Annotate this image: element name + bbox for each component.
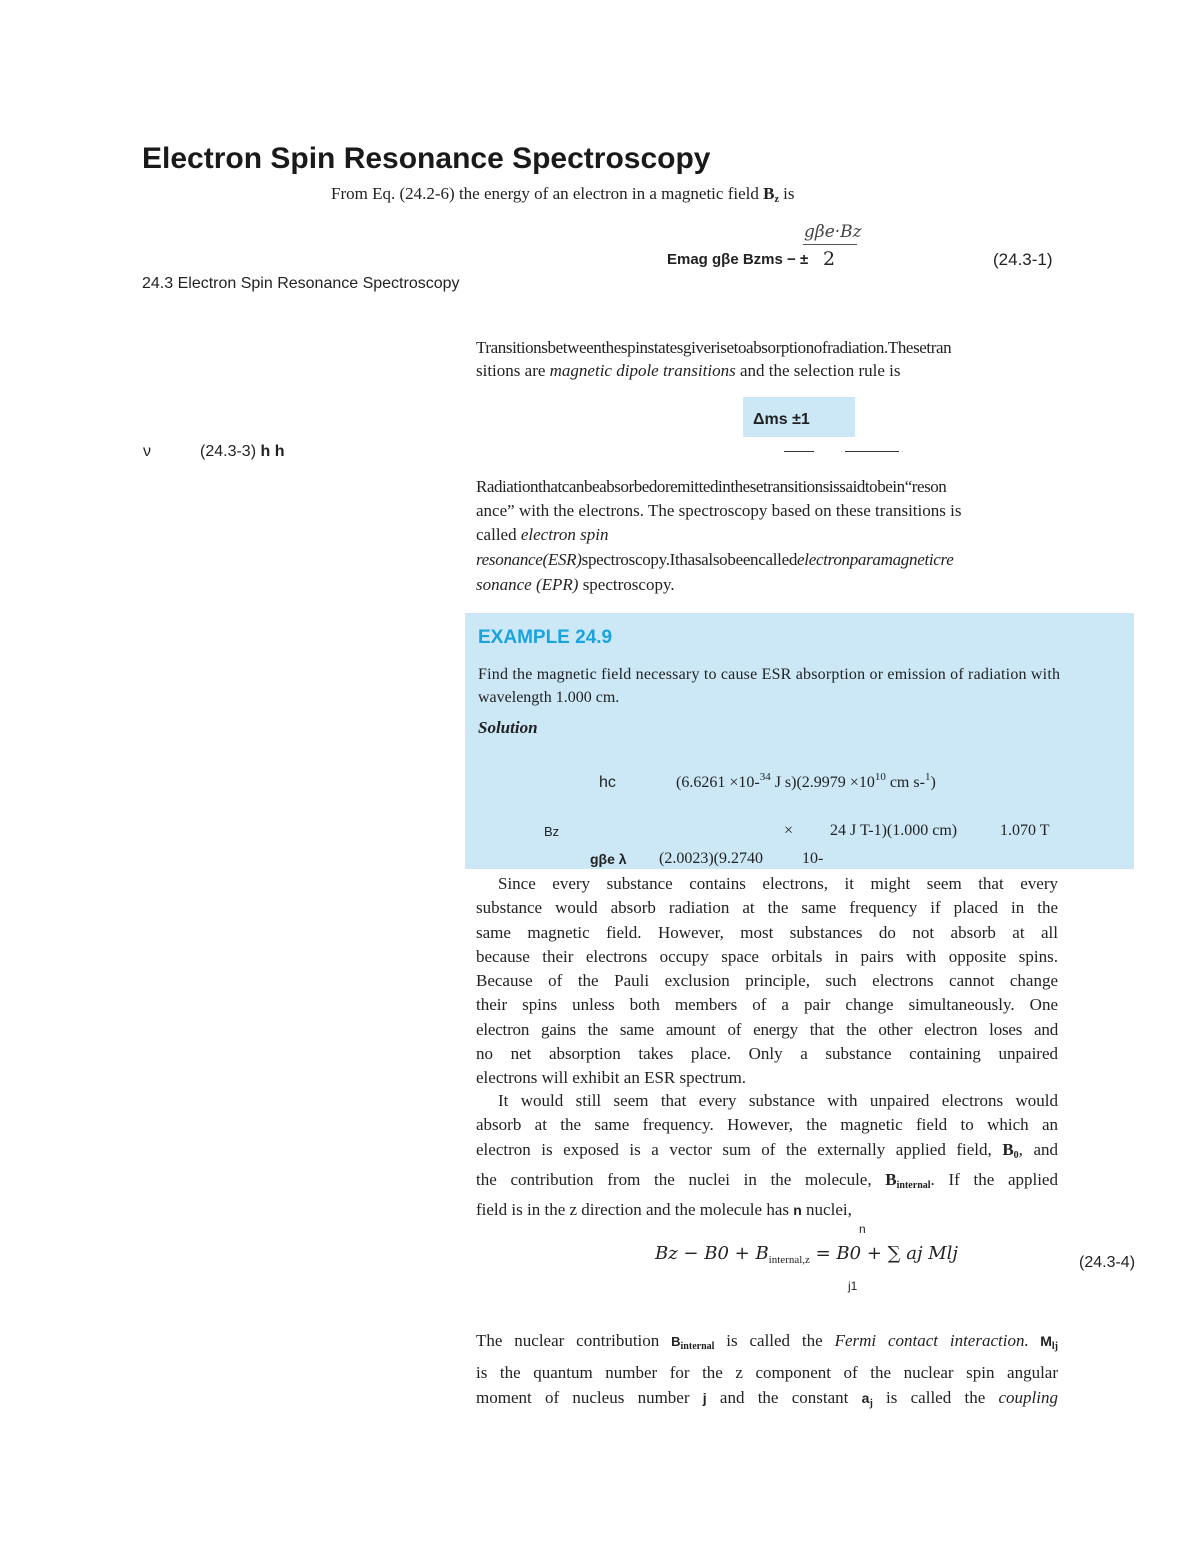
- intro-field-symbol: B: [763, 184, 775, 203]
- nuclear-line-1: [476, 1328, 1058, 1360]
- eq1-lhs: [667, 251, 808, 268]
- eq4-lower: j1: [848, 1279, 858, 1293]
- eq4-upper: n: [859, 1222, 866, 1236]
- nuclear-line3-a-sub: j: [869, 1398, 873, 1409]
- nuclear-line-3: [476, 1385, 1058, 1417]
- eq1-pm: − ±: [782, 251, 809, 268]
- running-head: 24.3 Electron Spin Resonance Spectroscopy: [142, 275, 460, 292]
- nuclear-line3-a: a: [861, 1390, 870, 1406]
- transitions-line-1: Transitionsbetweenthespinstatesgiverisetoabsorptionofradiation.Thesetran: [476, 338, 952, 357]
- nuclear-line3-start: moment of nucleus number: [476, 1388, 703, 1407]
- since-line-4: because their electrons occupy space orbitals in pairs with opposite spins.: [476, 946, 1058, 966]
- rule-left: [784, 451, 814, 452]
- resonance-line-2: ance” with the electrons. The spectroscopy based on these transitions is: [476, 501, 962, 520]
- example-den-expr: (2.0023)(9.2740: [659, 850, 763, 867]
- intro-text: [331, 184, 795, 205]
- since-line-5: Because of the Pauli exclusion principle, such electrons cannot change: [476, 971, 1058, 991]
- still-line3-start: electron is exposed is a vector sum of the externally applied field,: [476, 1139, 1003, 1159]
- eq3-number-line: [200, 443, 284, 461]
- resonance-line4-rest: spectroscopy.Ithasalsobeencalled: [581, 550, 798, 569]
- example-bz: Bz: [544, 824, 560, 839]
- still-line3-sub: 0: [1013, 1149, 1019, 1161]
- still-line-3: [476, 1138, 1058, 1168]
- paragraph-since: [476, 872, 1058, 1091]
- still-line5-n: n: [793, 1202, 802, 1219]
- nuclear-line3-italic: coupling: [998, 1388, 1058, 1407]
- transitions-line2-end: and the selection rule is: [735, 361, 901, 380]
- eq1-number: (24.3-1): [993, 250, 1053, 269]
- nuclear-line1-bold: M: [1028, 1333, 1052, 1349]
- still-line4-end: . If the applied: [930, 1169, 1058, 1189]
- eq1-fraction-bar: [803, 244, 857, 245]
- eq4-expression: [655, 1243, 958, 1266]
- since-line-3: same magnetic field. However, most substances do not absorb at all: [476, 922, 1058, 942]
- resonance-line5-italic: sonance (EPR): [476, 575, 579, 594]
- example-solution-label: Solution: [478, 718, 538, 737]
- eq4-number: (24.3-4): [1079, 1254, 1136, 1271]
- rule-right: [845, 451, 899, 452]
- example-denominator-right: 24 J T-1)(1.000 cm): [830, 822, 958, 839]
- num-expr-1: (6.6261 ×10-: [676, 774, 760, 791]
- nuclear-line3-mid: and the constant: [706, 1388, 862, 1407]
- selection-rule: Δms ±1: [753, 411, 810, 428]
- still-line4-sub: internal: [896, 1179, 931, 1191]
- resonance-line-5: [476, 575, 675, 595]
- resonance-line-4: [476, 550, 953, 570]
- since-line-7: electron gains the same amount of energy that the other electron loses and: [476, 1019, 1058, 1039]
- still-line-1: It would still seem that every substance with unpaired electrons would: [498, 1091, 1058, 1110]
- since-line-2: substance would absorb radiation at the same frequency if placed in the: [476, 898, 1058, 918]
- resonance-line4-italic2: electronparamagneticre: [797, 550, 954, 569]
- example-numerator: [676, 771, 936, 792]
- example-den-exp: 10-: [802, 850, 824, 867]
- intro-tail: is: [778, 184, 795, 203]
- paragraph-nuclear: [476, 1328, 1058, 1417]
- eq1-denominator: 2: [823, 248, 836, 270]
- example-times: ×: [784, 822, 794, 839]
- num-expr-4: ): [930, 774, 936, 791]
- eq3-hh: h h: [260, 443, 285, 460]
- num-expr-2: J s)(2.9979 ×10: [770, 774, 875, 791]
- example-problem-line-2: wavelength 1.000 cm.: [478, 689, 620, 706]
- example-title: EXAMPLE 24.9: [478, 627, 613, 648]
- example-hc: hc: [599, 774, 616, 791]
- resonance-line-1: Radiationthatcanbeabsorbedoremittedinthesetransitionsissaidtobein“reson: [476, 477, 947, 496]
- example-problem-line-1: Find the magnetic field necessary to cause ESR absorption or emission of radiation with: [478, 666, 1061, 683]
- eq3-nu: ν: [143, 443, 151, 460]
- nuclear-line3-j: j: [702, 1390, 707, 1406]
- num-exp-3: 1: [924, 771, 931, 783]
- still-line4-b: B: [885, 1169, 897, 1189]
- intro-lead: From Eq. (24.2-6) the energy of an electron in a magnetic field: [331, 184, 764, 203]
- since-line-1: Since every substance contains electrons, it might seem that every: [498, 874, 1058, 893]
- eq4-expr-right: = B0 + ∑ aj Mlj: [809, 1243, 959, 1264]
- num-exp-1: 34: [759, 771, 771, 783]
- still-line3-b: B: [1002, 1139, 1014, 1159]
- example-result: 1.070 T: [1000, 822, 1050, 839]
- since-line-6: their spins unless both members of a pair change simultaneously. One: [476, 995, 1058, 1015]
- nuclear-line1-b: B: [671, 1334, 681, 1349]
- since-line-9: electrons will exhibit an ESR spectrum.: [476, 1068, 747, 1088]
- example-den-left: gβe λ: [590, 851, 627, 867]
- intro-field-sub: z: [774, 194, 779, 205]
- paragraph-still: [476, 1089, 1058, 1222]
- resonance-line-3: [476, 525, 609, 545]
- resonance-line4-italic: resonance(ESR): [476, 550, 582, 569]
- page-title: Electron Spin Resonance Spectroscopy: [142, 142, 711, 175]
- resonance-line5-rest: spectroscopy.: [578, 575, 675, 594]
- still-line-4: [476, 1168, 1058, 1198]
- transitions-line2-italic: magnetic dipole transitions: [549, 361, 736, 380]
- nuclear-line1-start: The nuclear contribution: [476, 1331, 672, 1350]
- eq3-number: (24.3-3): [200, 443, 257, 460]
- num-expr-3: cm s-: [885, 774, 925, 791]
- nuclear-line1-sub: internal: [680, 1341, 715, 1352]
- resonance-line3-start: called: [476, 525, 521, 544]
- still-line4-start: the contribution from the nuclei in the molecule,: [476, 1169, 886, 1189]
- still-line5-start: field is in the z direction and the molecule has: [476, 1200, 794, 1220]
- nuclear-line1-bold-sub: lj: [1051, 1341, 1058, 1352]
- resonance-line3-italic: electron spin: [520, 525, 609, 544]
- transitions-line2-start: sitions are: [476, 361, 550, 380]
- still-line-5: [476, 1198, 1058, 1222]
- since-line-8: no net absorption takes place. Only a substance containing unpaired: [476, 1044, 1058, 1064]
- nuclear-line-2: is the quantum number for the z component of the nuclear spin angular: [476, 1362, 1058, 1382]
- eq1-fraction-top: gβe·Bz: [804, 222, 862, 242]
- num-exp-2: 10: [874, 771, 886, 783]
- eq4-expr-sub: internal,z: [768, 1254, 810, 1266]
- eq1-lhs-text: Emag gβe Bzms: [667, 251, 783, 268]
- transitions-line-2: [476, 361, 900, 381]
- still-line3-end: , and: [1018, 1139, 1059, 1159]
- nuclear-line1-mid: is called the: [714, 1331, 835, 1350]
- still-line5-end: nuclei,: [801, 1200, 852, 1220]
- nuclear-line1-italic: Fermi contact interaction.: [834, 1331, 1029, 1350]
- still-line-2: absorb at the same frequency. However, the magnetic field to which an: [476, 1115, 1058, 1135]
- nuclear-line3-mid2: is called the: [872, 1388, 999, 1407]
- eq4-expr-left: Bz − B0 + B: [655, 1243, 769, 1264]
